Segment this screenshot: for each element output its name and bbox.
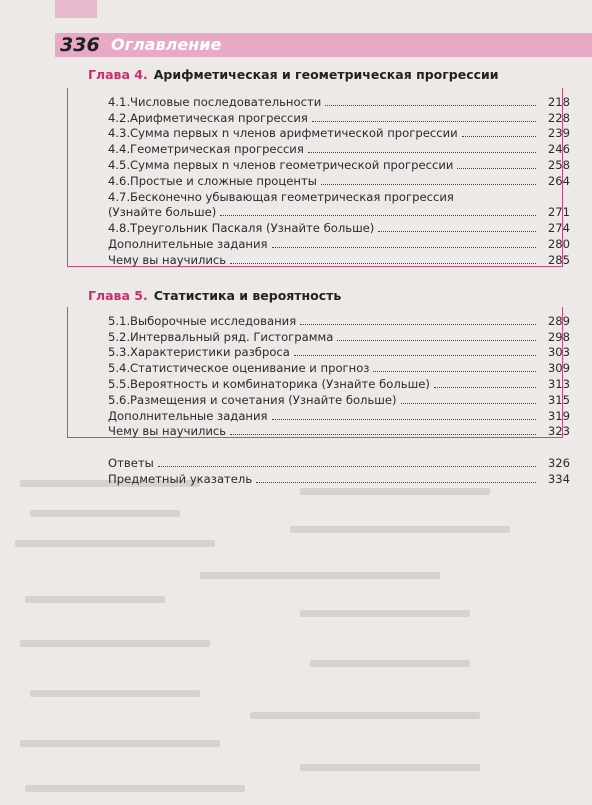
section-number: 5.6.: [108, 392, 131, 407]
bleed-line: [20, 740, 220, 747]
section-number: 4.8.: [108, 221, 131, 236]
dot-leader: [272, 247, 536, 248]
section-title: Бесконечно убывающая геометрическая прогрессия: [130, 189, 454, 204]
page-ref: 239: [547, 126, 570, 141]
chapter-heading: [88, 288, 341, 303]
page-ref: 280: [547, 236, 570, 251]
chapter-label: Глава 4.: [88, 67, 148, 82]
chapter-label: Глава 5.: [88, 288, 148, 303]
page-ref: 258: [547, 157, 570, 172]
section-title: Числовые последовательности: [130, 94, 322, 109]
toc-entry: [108, 173, 570, 189]
toc-entry: [108, 205, 570, 221]
section-title: Сумма первых n членов геометрической прогрессии: [130, 157, 454, 172]
page-ref: 264: [547, 173, 570, 188]
section-title: Сумма первых n членов арифметической прогрессии: [130, 126, 458, 141]
toc-entry: [108, 376, 570, 392]
section-number: 4.6.: [108, 173, 131, 188]
section-title: Простые и сложные проценты: [130, 173, 317, 188]
bleed-line: [250, 712, 480, 719]
toc-entry: [108, 471, 570, 487]
toc-entry: [108, 157, 570, 173]
section-title: Треугольник Паскаля (Узнайте больше): [130, 221, 375, 236]
bleed-line: [15, 540, 215, 547]
dot-leader: [457, 168, 536, 169]
dot-leader: [256, 482, 536, 483]
dot-leader: [220, 215, 536, 216]
chapter-toc: [108, 94, 570, 268]
dot-leader: [378, 231, 536, 232]
toc-entry: [108, 236, 570, 252]
page-ref: 246: [547, 142, 570, 157]
dot-leader: [325, 105, 536, 106]
bleed-line: [20, 640, 210, 647]
section-number: 5.3.: [108, 345, 131, 360]
chapter-heading: [88, 67, 499, 82]
bleed-line: [300, 610, 470, 617]
bleed-line: [30, 510, 180, 517]
section-number: 4.4.: [108, 142, 131, 157]
section-number: 4.5.: [108, 157, 131, 172]
dot-leader: [401, 403, 536, 404]
page-ref: 323: [547, 424, 570, 439]
dot-leader: [158, 466, 536, 467]
section-title: (Узнайте больше): [108, 205, 217, 220]
page-ref: 274: [547, 221, 570, 236]
page-ref: 313: [547, 376, 570, 391]
page-ref: 298: [547, 329, 570, 344]
chapter-title: Статистика и вероятность: [153, 288, 342, 303]
section-title: Вероятность и комбинаторика (Узнайте больше): [130, 376, 430, 391]
section-title: Статистическое оценивание и прогноз: [130, 361, 370, 376]
toc-entry: [108, 392, 570, 408]
section-number: 4.2.: [108, 110, 131, 125]
toc-entry: [108, 94, 570, 110]
section-number: 5.1.: [108, 313, 131, 328]
section-number: 5.2.: [108, 329, 131, 344]
dot-leader: [462, 136, 536, 137]
bleed-line: [300, 764, 480, 771]
toc-entry: [108, 126, 570, 142]
section-title: Чему вы научились: [108, 424, 227, 439]
page-ref: 319: [547, 408, 570, 423]
page-ref: 285: [547, 252, 570, 267]
toc-entry: [108, 455, 570, 471]
dot-leader: [337, 340, 536, 341]
section-title: Дополнительные задания: [108, 408, 268, 423]
section-title: Выборочные исследования: [130, 313, 297, 328]
page-ref: 334: [547, 471, 570, 486]
section-number: 4.7.: [108, 189, 131, 204]
section-title: Размещения и сочетания (Узнайте больше): [130, 392, 397, 407]
page-ref: 271: [547, 205, 570, 220]
toc-entry: [108, 329, 570, 345]
dot-leader: [230, 434, 536, 435]
page-ref: 315: [547, 392, 570, 407]
bleed-line: [290, 526, 510, 533]
bleed-line: [30, 690, 200, 697]
toc-entry: [108, 141, 570, 157]
dot-leader: [373, 371, 536, 372]
toc-entry: [108, 110, 570, 126]
section-title: Арифметическая прогрессия: [130, 110, 308, 125]
toc-entry: [108, 424, 570, 440]
page-number: 336: [60, 34, 100, 56]
bleed-line: [25, 596, 165, 603]
dot-leader: [308, 152, 536, 153]
back-matter-toc: [108, 455, 570, 487]
section-number: 4.1.: [108, 94, 131, 109]
page-ref: 326: [547, 455, 570, 470]
bleed-line: [200, 572, 440, 579]
chapter-title: Арифметическая и геометрическая прогрессии: [153, 67, 499, 82]
section-number: 5.4.: [108, 361, 131, 376]
toc-entry: [108, 360, 570, 376]
dot-leader: [272, 419, 536, 420]
dot-leader: [312, 121, 536, 122]
dot-leader: [321, 184, 536, 185]
section-title: Дополнительные задания: [108, 236, 268, 251]
page-ref: 218: [547, 94, 570, 109]
section-title: Предметный указатель: [108, 471, 253, 486]
dot-leader: [434, 387, 536, 388]
toc-entry: [108, 408, 570, 424]
section-title: Интервальный ряд. Гистограмма: [130, 329, 334, 344]
section-title: Чему вы научились: [108, 252, 227, 267]
toc-entry: [108, 345, 570, 361]
chapter-toc: [108, 313, 570, 439]
toc-entry: [108, 189, 570, 205]
section-title: Ответы: [108, 455, 154, 470]
bleed-line: [310, 660, 470, 667]
section-title: Характеристики разброса: [130, 345, 290, 360]
bleed-line: [300, 488, 490, 495]
dot-leader: [294, 355, 536, 356]
dot-leader: [230, 263, 536, 264]
page-ref: 228: [547, 110, 570, 125]
section-number: 4.3.: [108, 126, 131, 141]
page-ref: 289: [547, 313, 570, 328]
page-corner-tab: [55, 0, 97, 18]
page-ref: 303: [547, 345, 570, 360]
dot-leader: [300, 324, 536, 325]
toc-entry: [108, 252, 570, 268]
page-ref: 309: [547, 361, 570, 376]
page-title: Оглавление: [111, 35, 222, 54]
section-title: Геометрическая прогрессия: [130, 142, 304, 157]
toc-entry: [108, 220, 570, 236]
toc-entry: [108, 313, 570, 329]
bleed-line: [25, 785, 245, 792]
bleed-through-background: [0, 480, 592, 805]
section-number: 5.5.: [108, 376, 131, 391]
